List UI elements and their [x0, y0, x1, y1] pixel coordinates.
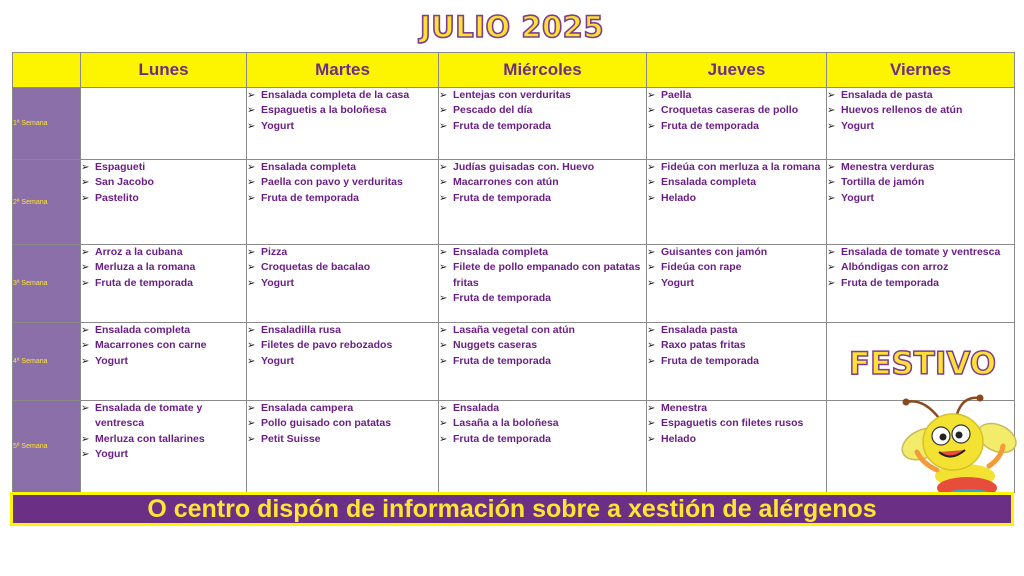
dish-item: ➢ Lentejas con verduritas [439, 88, 646, 103]
header-friday: Viernes [827, 53, 1015, 88]
dish-item: ➢ Fruta de temporada [647, 119, 826, 134]
dish-item: ➢ Fruta de temporada [81, 276, 246, 291]
dish-list [247, 401, 438, 447]
menu-cell-monday [81, 401, 247, 493]
dish-list [247, 245, 438, 291]
week-label: 3ª Semana [13, 245, 81, 323]
menu-cell-wednesday [439, 245, 647, 323]
allergen-banner: O centro dispón de información sobre a xestión de alérgenos [10, 492, 1014, 526]
dish-item: ➢ Pollo guisado con patatas [247, 416, 438, 431]
dish-item: ➢ Yogurt [247, 119, 438, 134]
dish-item: ➢ Fruta de temporada [439, 119, 646, 134]
dish-list [81, 245, 246, 291]
week-row [13, 401, 1015, 493]
menu-cell-thursday [647, 245, 827, 323]
menu-cell-friday [827, 160, 1015, 245]
dish-item: ➢ Ensaladilla rusa [247, 323, 438, 338]
menu-cell-wednesday [439, 160, 647, 245]
week-label: 2ª Semana [13, 160, 81, 245]
menu-cell-tuesday [247, 323, 439, 401]
dish-item: ➢ Yogurt [247, 354, 438, 369]
dish-item: ➢ Nuggets caseras [439, 338, 646, 353]
dish-list [439, 245, 646, 306]
week-row [13, 245, 1015, 323]
page-title: JULIO 2025 [419, 10, 605, 44]
menu-cell-friday [827, 245, 1015, 323]
dish-item: ➢ Fideúa con rape [647, 260, 826, 275]
dish-item: ➢ Ensalada completa [439, 245, 646, 260]
dish-item: ➢ Helado [647, 432, 826, 447]
dish-list [439, 88, 646, 134]
dish-item: ➢ Macarrones con atún [439, 175, 646, 190]
dish-item: ➢ Yogurt [827, 191, 1014, 206]
dish-item: ➢ Espagueti [81, 160, 246, 175]
dish-item: ➢ Merluza con tallarines [81, 432, 246, 447]
dish-item: ➢ Huevos rellenos de atún [827, 103, 1014, 118]
dish-item: ➢ Menestra [647, 401, 826, 416]
dish-list [247, 323, 438, 369]
dish-item: ➢ Macarrones con carne [81, 338, 246, 353]
dish-item: ➢ Fideúa con merluza a la romana [647, 160, 826, 175]
header-wednesday: Miércoles [439, 53, 647, 88]
menu-cell-tuesday [247, 160, 439, 245]
dish-list [81, 401, 246, 462]
menu-cell-tuesday [247, 88, 439, 160]
dish-item: ➢ Judías guisadas con. Huevo [439, 160, 646, 175]
dish-item: ➢ Fruta de temporada [439, 191, 646, 206]
menu-cell-tuesday [247, 245, 439, 323]
dish-item: ➢ Ensalada campera [247, 401, 438, 416]
menu-cell-friday [827, 88, 1015, 160]
dish-list [81, 323, 246, 369]
dish-item: ➢ Tortilla de jamón [827, 175, 1014, 190]
menu-table [12, 52, 1015, 493]
dish-list [247, 160, 438, 206]
dish-item: ➢ Fruta de temporada [439, 354, 646, 369]
dish-list [647, 160, 826, 206]
header-tuesday: Martes [247, 53, 439, 88]
dish-item: ➢ Helado [647, 191, 826, 206]
dish-item: ➢ Paella [647, 88, 826, 103]
dish-item: ➢ Ensalada pasta [647, 323, 826, 338]
dish-item: ➢ Yogurt [247, 276, 438, 291]
dish-item: ➢ Paella con pavo y verduritas [247, 175, 438, 190]
header-thursday: Jueves [647, 53, 827, 88]
dish-item: ➢ Merluza a la romana [81, 260, 246, 275]
dish-list [647, 88, 826, 134]
menu-cell-thursday [647, 160, 827, 245]
menu-cell-thursday [647, 88, 827, 160]
menu-cell-tuesday [247, 401, 439, 493]
dish-item: ➢ Ensalada de pasta [827, 88, 1014, 103]
dish-item: ➢ Ensalada [439, 401, 646, 416]
menu-cell-monday [81, 245, 247, 323]
dish-item: ➢ Lasaña a la boloñesa [439, 416, 646, 431]
menu-cell-monday [81, 323, 247, 401]
dish-item: ➢ San Jacobo [81, 175, 246, 190]
dish-item: ➢ Filetes de pavo rebozados [247, 338, 438, 353]
dish-item: ➢ Croquetas de bacalao [247, 260, 438, 275]
festivo-label: FESTIVO [849, 346, 997, 382]
dish-item: ➢ Guisantes con jamón [647, 245, 826, 260]
dish-item: ➢ Albóndigas con arroz [827, 260, 1014, 275]
dish-item: ➢ Fruta de temporada [827, 276, 1014, 291]
dish-item: ➢ Fruta de temporada [247, 191, 438, 206]
dish-item: ➢ Espaguetis a la boloñesa [247, 103, 438, 118]
dish-item: ➢ Fruta de temporada [647, 354, 826, 369]
dish-item: ➢ Fruta de temporada [439, 432, 646, 447]
dish-item: ➢ Filete de pollo empanado con patatas fritas [439, 260, 646, 291]
menu-cell-monday [81, 88, 247, 160]
dish-item: ➢ Ensalada de tomate y ventresca [81, 401, 246, 432]
dish-list [647, 245, 826, 291]
dish-item: ➢ Pescado del día [439, 103, 646, 118]
dish-item: ➢ Pastelito [81, 191, 246, 206]
menu-cell-thursday [647, 323, 827, 401]
menu-cell-wednesday [439, 401, 647, 493]
header-monday: Lunes [81, 53, 247, 88]
dish-item: ➢ Ensalada completa [247, 160, 438, 175]
dish-item: ➢ Espaguetis con filetes rusos [647, 416, 826, 431]
dish-item: ➢ Pizza [247, 245, 438, 260]
dish-item: ➢ Menestra verduras [827, 160, 1014, 175]
dish-list [81, 160, 246, 206]
dish-list [439, 401, 646, 447]
dish-list [247, 88, 438, 134]
dish-item: ➢ Ensalada completa [81, 323, 246, 338]
week-label: 5ª Semana [13, 401, 81, 493]
header-corner [13, 53, 81, 88]
dish-item: ➢ Raxo patas fritas [647, 338, 826, 353]
dish-item: ➢ Yogurt [827, 119, 1014, 134]
menu-cell-thursday [647, 401, 827, 493]
dish-item: ➢ Yogurt [81, 447, 246, 462]
week-label: 4ª Semana [13, 323, 81, 401]
week-row [13, 88, 1015, 160]
dish-item: ➢ Ensalada de tomate y ventresca [827, 245, 1014, 260]
dish-list [827, 245, 1014, 291]
dish-item: ➢ Lasaña vegetal con atún [439, 323, 646, 338]
menu-cell-monday [81, 160, 247, 245]
dish-item: ➢ Croquetas caseras de pollo [647, 103, 826, 118]
dish-item: ➢ Fruta de temporada [439, 291, 646, 306]
dish-list [827, 160, 1014, 206]
week-row [13, 160, 1015, 245]
menu-cell-wednesday [439, 88, 647, 160]
dish-item: ➢ Yogurt [647, 276, 826, 291]
header-row [13, 53, 1015, 88]
dish-list [647, 323, 826, 369]
dish-item: ➢ Yogurt [81, 354, 246, 369]
dish-item: ➢ Ensalada completa [647, 175, 826, 190]
dish-item: ➢ Ensalada completa de la casa [247, 88, 438, 103]
dish-list [439, 160, 646, 206]
dish-list [647, 401, 826, 447]
menu-cell-wednesday [439, 323, 647, 401]
dish-list [827, 88, 1014, 134]
week-label: 1ª Semana [13, 88, 81, 160]
dish-item: ➢ Arroz a la cubana [81, 245, 246, 260]
dish-item: ➢ Petit Suisse [247, 432, 438, 447]
dish-list [439, 323, 646, 369]
